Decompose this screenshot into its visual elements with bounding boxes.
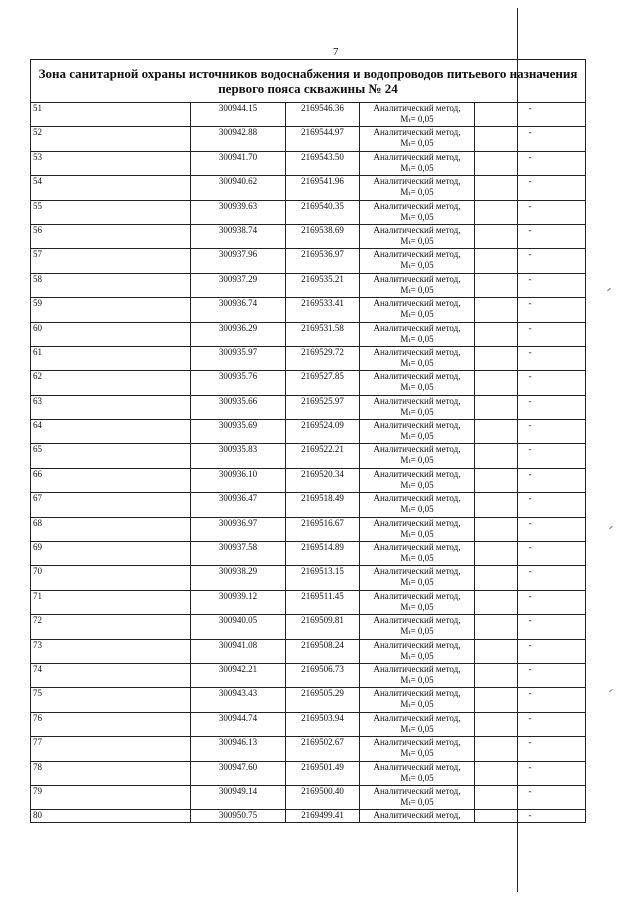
accuracy-label: Mₜ= 0,05 <box>400 187 434 198</box>
coord-y: 2169506.73 <box>286 663 360 687</box>
table-row <box>31 663 586 687</box>
table-row <box>31 542 586 566</box>
method-cell <box>360 712 475 736</box>
method-label: Аналитический метод, <box>373 542 461 553</box>
coord-y: 2169531.58 <box>286 322 360 346</box>
extra-value: - <box>475 468 586 492</box>
coord-x: 300942.21 <box>191 663 286 687</box>
accuracy-label: Mₜ= 0,05 <box>400 406 434 417</box>
point-number: 66 <box>31 468 191 492</box>
extra-value: - <box>475 810 586 823</box>
method-cell <box>360 468 475 492</box>
method-label: Аналитический метод, <box>373 371 461 382</box>
table-title-row <box>31 60 586 103</box>
method-label: Аналитический метод, <box>373 444 461 455</box>
accuracy-label: Mₜ= 0,05 <box>400 626 434 637</box>
method-label: Аналитический метод, <box>373 761 461 772</box>
coord-y: 2169501.49 <box>286 761 360 785</box>
accuracy-label: Mₜ= 0,05 <box>400 382 434 393</box>
point-number: 57 <box>31 249 191 273</box>
extra-value: - <box>475 249 586 273</box>
method-label: Аналитический метод, <box>373 493 461 504</box>
point-number: 56 <box>31 224 191 248</box>
extra-value: - <box>475 322 586 346</box>
extra-value: - <box>475 200 586 224</box>
point-number: 68 <box>31 517 191 541</box>
coord-x: 300938.29 <box>191 566 286 590</box>
accuracy-label: Mₜ= 0,05 <box>400 455 434 466</box>
extra-value: - <box>475 761 586 785</box>
point-number: 52 <box>31 127 191 151</box>
method-label: Аналитический метод, <box>373 785 461 796</box>
coord-y: 2169522.21 <box>286 444 360 468</box>
method-cell <box>360 346 475 370</box>
extra-value: - <box>475 785 586 809</box>
title-line-1: Зона санитарной охраны источников водоснабжения и водопроводов питьевого назначения <box>38 66 578 81</box>
accuracy-label: Mₜ= 0,05 <box>400 504 434 515</box>
point-number: 63 <box>31 395 191 419</box>
table-row <box>31 785 586 809</box>
point-number: 61 <box>31 346 191 370</box>
extra-value: - <box>475 298 586 322</box>
coord-x: 300939.12 <box>191 590 286 614</box>
extra-value: - <box>475 395 586 419</box>
point-number: 78 <box>31 761 191 785</box>
method-cell <box>360 444 475 468</box>
table-row <box>31 346 586 370</box>
point-number: 75 <box>31 688 191 712</box>
table-row <box>31 712 586 736</box>
method-label: Аналитический метод, <box>373 663 461 674</box>
scan-speck <box>609 526 613 529</box>
accuracy-label: Mₜ= 0,05 <box>400 114 434 124</box>
accuracy-label: Mₜ= 0,05 <box>400 309 434 320</box>
accuracy-label: Mₜ= 0,05 <box>400 699 434 710</box>
method-cell <box>360 810 475 823</box>
table-row <box>31 176 586 200</box>
coord-y: 2169520.34 <box>286 468 360 492</box>
coord-y: 2169544.97 <box>286 127 360 151</box>
table-row <box>31 273 586 297</box>
method-label: Аналитический метод, <box>373 249 461 260</box>
table-row <box>31 688 586 712</box>
coord-x: 300935.69 <box>191 420 286 444</box>
method-label: Аналитический метод, <box>373 151 461 162</box>
accuracy-label: Mₜ= 0,05 <box>400 650 434 661</box>
extra-value: - <box>475 176 586 200</box>
method-cell <box>360 761 475 785</box>
point-number: 74 <box>31 663 191 687</box>
point-number: 51 <box>31 103 191 127</box>
method-cell <box>360 395 475 419</box>
point-number: 76 <box>31 712 191 736</box>
coord-y: 2169508.24 <box>286 639 360 663</box>
point-number: 65 <box>31 444 191 468</box>
coord-x: 300941.08 <box>191 639 286 663</box>
table-row <box>31 590 586 614</box>
coord-x: 300944.15 <box>191 103 286 127</box>
accuracy-label: Mₜ= 0,05 <box>400 528 434 539</box>
method-label: Аналитический метод, <box>373 712 461 723</box>
extra-value: - <box>475 224 586 248</box>
method-label: Аналитический метод, <box>373 298 461 309</box>
title-line-2: первого пояса скважины № 24 <box>218 81 398 96</box>
method-label: Аналитический метод, <box>373 200 461 211</box>
coord-y: 2169513.15 <box>286 566 360 590</box>
method-label: Аналитический метод, <box>373 517 461 528</box>
coord-x: 300947.60 <box>191 761 286 785</box>
method-cell <box>360 249 475 273</box>
table-row <box>31 200 586 224</box>
accuracy-label: Mₜ= 0,05 <box>400 796 434 807</box>
point-number: 70 <box>31 566 191 590</box>
method-cell <box>360 176 475 200</box>
coord-x: 300935.66 <box>191 395 286 419</box>
coord-x: 300943.43 <box>191 688 286 712</box>
extra-value: - <box>475 712 586 736</box>
coord-y: 2169525.97 <box>286 395 360 419</box>
method-cell <box>360 151 475 175</box>
coord-x: 300936.29 <box>191 322 286 346</box>
coord-x: 300935.83 <box>191 444 286 468</box>
table-row <box>31 517 586 541</box>
extra-value: - <box>475 103 586 127</box>
method-cell <box>360 103 475 127</box>
extra-value: - <box>475 420 586 444</box>
table-row <box>31 395 586 419</box>
method-cell <box>360 200 475 224</box>
coord-x: 300937.29 <box>191 273 286 297</box>
table-row <box>31 566 586 590</box>
point-number: 62 <box>31 371 191 395</box>
coord-y: 2169505.29 <box>286 688 360 712</box>
method-label: Аналитический метод, <box>373 103 461 113</box>
extra-value: - <box>475 590 586 614</box>
coord-y: 2169536.97 <box>286 249 360 273</box>
method-label: Аналитический метод, <box>373 468 461 479</box>
accuracy-label: Mₜ= 0,05 <box>400 260 434 271</box>
accuracy-label: Mₜ= 0,05 <box>400 431 434 442</box>
coord-y: 2169541.96 <box>286 176 360 200</box>
table-row <box>31 151 586 175</box>
coord-x: 300941.70 <box>191 151 286 175</box>
coord-x: 300949.14 <box>191 785 286 809</box>
coord-y: 2169535.21 <box>286 273 360 297</box>
point-number: 67 <box>31 493 191 517</box>
table-row <box>31 371 586 395</box>
table-title <box>31 60 586 103</box>
coord-y: 2169540.35 <box>286 200 360 224</box>
coordinates-table <box>30 59 586 823</box>
extra-value: - <box>475 737 586 761</box>
table-row <box>31 639 586 663</box>
coord-y: 2169511.45 <box>286 590 360 614</box>
coord-y: 2169527.85 <box>286 371 360 395</box>
page-number: 7 <box>333 46 339 58</box>
table-row <box>31 127 586 151</box>
coord-y: 2169543.50 <box>286 151 360 175</box>
extra-value: - <box>475 151 586 175</box>
table-row <box>31 420 586 444</box>
extra-value: - <box>475 688 586 712</box>
method-cell <box>360 493 475 517</box>
method-label: Аналитический метод, <box>373 639 461 650</box>
method-cell <box>360 663 475 687</box>
coord-y: 2169499.41 <box>286 810 360 823</box>
table-row <box>31 615 586 639</box>
point-number: 58 <box>31 273 191 297</box>
table-row <box>31 493 586 517</box>
method-cell <box>360 639 475 663</box>
extra-value: - <box>475 615 586 639</box>
method-label: Аналитический метод, <box>373 737 461 748</box>
extra-value: - <box>475 517 586 541</box>
method-cell <box>360 322 475 346</box>
method-label: Аналитический метод, <box>373 590 461 601</box>
coord-x: 300946.13 <box>191 737 286 761</box>
method-cell <box>360 566 475 590</box>
method-label: Аналитический метод, <box>373 810 461 821</box>
accuracy-label: Mₜ= 0,05 <box>400 772 434 783</box>
method-label: Аналитический метод, <box>373 615 461 626</box>
coord-y: 2169546.36 <box>286 103 360 127</box>
accuracy-label: Mₜ= 0,05 <box>400 723 434 734</box>
extra-value: - <box>475 566 586 590</box>
table-row <box>31 444 586 468</box>
extra-value: - <box>475 444 586 468</box>
method-cell <box>360 273 475 297</box>
coord-y: 2169503.94 <box>286 712 360 736</box>
coord-y: 2169529.72 <box>286 346 360 370</box>
extra-value: - <box>475 663 586 687</box>
point-number: 55 <box>31 200 191 224</box>
point-number: 54 <box>31 176 191 200</box>
accuracy-label: Mₜ= 0,05 <box>400 748 434 759</box>
table-row <box>31 224 586 248</box>
coord-y: 2169502.67 <box>286 737 360 761</box>
method-label: Аналитический метод, <box>373 322 461 333</box>
method-label: Аналитический метод, <box>373 395 461 406</box>
coord-x: 300936.97 <box>191 517 286 541</box>
accuracy-label: Mₜ= 0,05 <box>400 553 434 564</box>
table-row <box>31 737 586 761</box>
accuracy-label: Mₜ= 0,05 <box>400 211 434 222</box>
coord-x: 300935.97 <box>191 346 286 370</box>
coord-x: 300938.74 <box>191 224 286 248</box>
point-number: 71 <box>31 590 191 614</box>
method-cell <box>360 127 475 151</box>
coord-x: 300950.75 <box>191 810 286 823</box>
extra-value: - <box>475 127 586 151</box>
extra-value: - <box>475 346 586 370</box>
method-label: Аналитический метод, <box>373 224 461 235</box>
extra-value: - <box>475 273 586 297</box>
coord-x: 300937.96 <box>191 249 286 273</box>
accuracy-label: Mₜ= 0,05 <box>400 601 434 612</box>
coord-y: 2169538.69 <box>286 224 360 248</box>
accuracy-label: Mₜ= 0,05 <box>400 479 434 490</box>
point-number: 72 <box>31 615 191 639</box>
accuracy-label: Mₜ= 0,05 <box>400 284 434 295</box>
coord-x: 300936.74 <box>191 298 286 322</box>
method-label: Аналитический метод, <box>373 346 461 357</box>
method-cell <box>360 615 475 639</box>
method-cell <box>360 371 475 395</box>
coord-x: 300944.74 <box>191 712 286 736</box>
accuracy-label: Mₜ= 0,05 <box>400 577 434 588</box>
method-cell <box>360 420 475 444</box>
coord-x: 300940.05 <box>191 615 286 639</box>
table-row <box>31 103 586 127</box>
method-label: Аналитический метод, <box>373 273 461 284</box>
method-cell <box>360 517 475 541</box>
point-number: 73 <box>31 639 191 663</box>
point-number: 77 <box>31 737 191 761</box>
method-cell <box>360 737 475 761</box>
method-cell <box>360 785 475 809</box>
coord-y: 2169516.67 <box>286 517 360 541</box>
coord-x: 300939.63 <box>191 200 286 224</box>
table-row <box>31 468 586 492</box>
point-number: 60 <box>31 322 191 346</box>
method-label: Аналитический метод, <box>373 420 461 431</box>
method-label: Аналитический метод, <box>373 566 461 577</box>
coord-y: 2169509.81 <box>286 615 360 639</box>
point-number: 69 <box>31 542 191 566</box>
table-row <box>31 322 586 346</box>
scan-speck <box>607 288 611 291</box>
extra-value: - <box>475 542 586 566</box>
coord-x: 300942.88 <box>191 127 286 151</box>
coord-x: 300935.76 <box>191 371 286 395</box>
point-number: 80 <box>31 810 191 823</box>
scan-speck <box>609 689 613 692</box>
accuracy-label: Mₜ= 0,05 <box>400 162 434 173</box>
method-label: Аналитический метод, <box>373 127 461 138</box>
coord-y: 2169518.49 <box>286 493 360 517</box>
coord-x: 300936.47 <box>191 493 286 517</box>
accuracy-label: Mₜ= 0,05 <box>400 235 434 246</box>
extra-value: - <box>475 639 586 663</box>
accuracy-label: Mₜ= 0,05 <box>400 357 434 368</box>
accuracy-label: Mₜ= 0,05 <box>400 138 434 149</box>
accuracy-label: Mₜ= 0,05 <box>400 333 434 344</box>
coord-y: 2169514.89 <box>286 542 360 566</box>
coord-x: 300940.62 <box>191 176 286 200</box>
coord-y: 2169524.09 <box>286 420 360 444</box>
extra-value: - <box>475 371 586 395</box>
point-number: 79 <box>31 785 191 809</box>
coord-x: 300936.10 <box>191 468 286 492</box>
method-cell <box>360 688 475 712</box>
accuracy-label: Mₜ= 0,05 <box>400 674 434 685</box>
coord-y: 2169500.40 <box>286 785 360 809</box>
method-label: Аналитический метод, <box>373 688 461 699</box>
method-cell <box>360 224 475 248</box>
coord-x: 300937.58 <box>191 542 286 566</box>
method-cell <box>360 542 475 566</box>
point-number: 53 <box>31 151 191 175</box>
table-row <box>31 810 586 823</box>
table-row <box>31 249 586 273</box>
method-cell <box>360 298 475 322</box>
method-label: Аналитический метод, <box>373 176 461 187</box>
point-number: 59 <box>31 298 191 322</box>
point-number: 64 <box>31 420 191 444</box>
table-row <box>31 298 586 322</box>
table-row <box>31 761 586 785</box>
extra-value: - <box>475 493 586 517</box>
method-cell <box>360 590 475 614</box>
coord-y: 2169533.41 <box>286 298 360 322</box>
